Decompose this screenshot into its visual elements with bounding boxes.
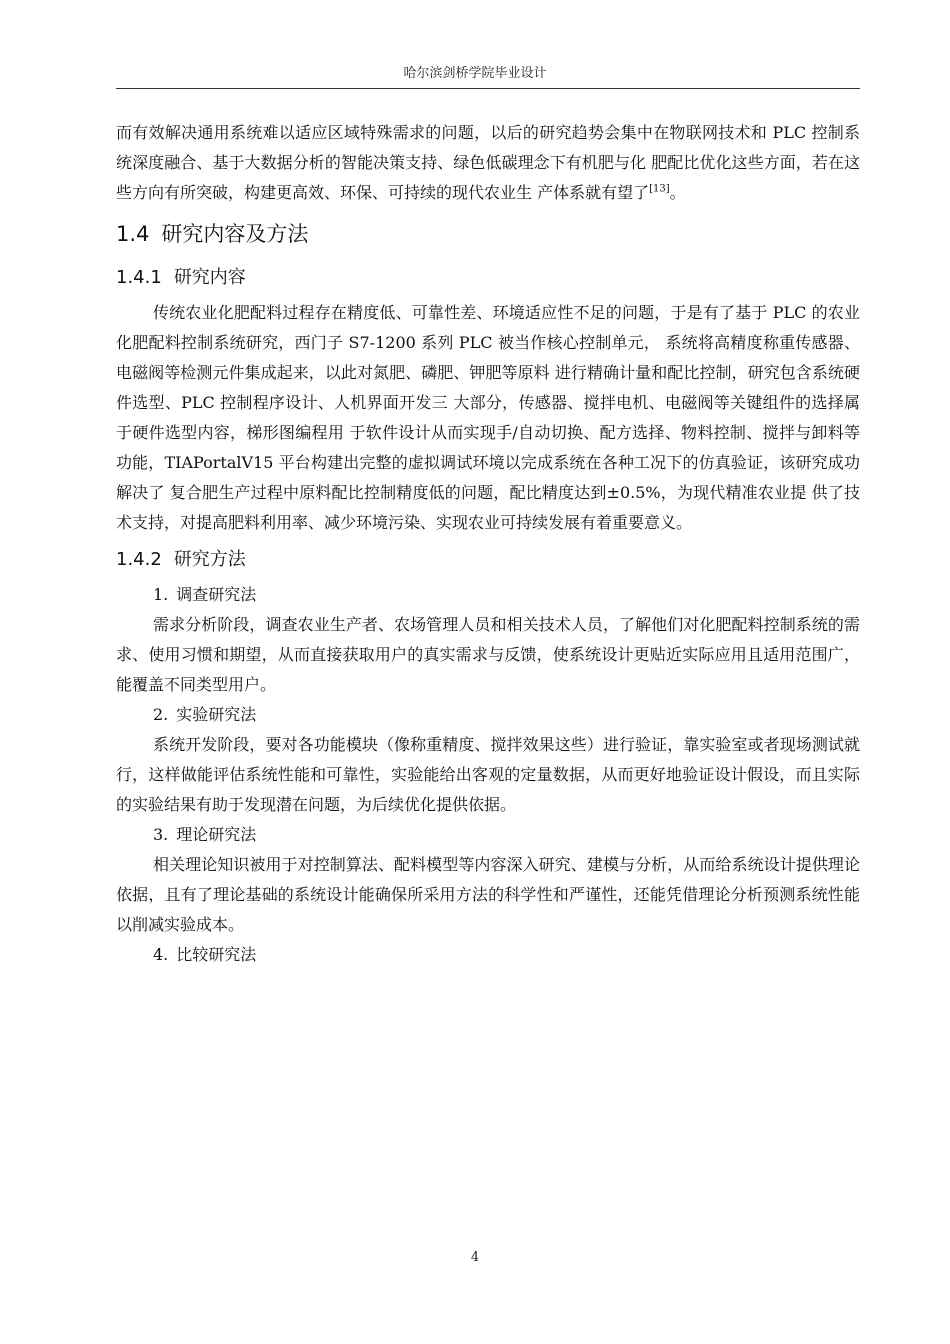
method-number: 4. xyxy=(153,945,169,964)
method-title: 理论研究法 xyxy=(176,825,257,844)
section-title: 研究方法 xyxy=(173,549,246,570)
method-heading-theory xyxy=(116,820,860,850)
section-heading-1-4-2 xyxy=(116,540,860,580)
header-title: 哈尔滨剑桥学院毕业设计 xyxy=(403,66,547,81)
section-number: 1.4 xyxy=(116,222,150,246)
method-title: 调查研究法 xyxy=(176,585,257,604)
method-heading-experiment xyxy=(116,700,860,730)
intro-paragraph xyxy=(116,118,860,208)
page-body xyxy=(116,118,860,970)
method-number: 3. xyxy=(153,825,169,844)
section-title: 研究内容及方法 xyxy=(161,222,309,246)
research-content-paragraph: 传统农业化肥配料过程存在精度低、可靠性差、环境适应性不足的问题，于是有了基于 PLC 的农业化肥配料控制系统研究，西门子 S7-1200 系列 PLC 被当作核心控制单元， 系统将高精度称重传感器、电磁阀等检测元件集成起来，以此对氮肥、磷肥、钾肥等原料 进行精确计量和配比控制，研究包含系统硬件选型、PLC 控制程序设计、人机界面开发三 大部分，传感器、搅拌电机、电磁阀等关键组件的选择属于硬件选型内容，梯形图编程用 于软件设计从而实现手/自动切换、配方选择、物料控制、搅拌与卸料等功能，TIAPortalV15 平台构建出完整的虚拟调试环境以完成系统在各种工况下的仿真验证，该研究成功解决了 复合肥生产过程中原料配比控制精度低的问题，配比精度达到±0.5%，为现代精准农业提 供了技术支持，对提高肥料利用率、减少环境污染、实现农业可持续发展有着重要意义。 xyxy=(116,303,860,532)
section-heading-1-4 xyxy=(116,212,860,256)
method-heading-comparison xyxy=(116,940,860,970)
header-divider xyxy=(116,88,860,89)
method-heading-survey xyxy=(116,580,860,610)
method-title: 实验研究法 xyxy=(176,705,257,724)
method-title: 比较研究法 xyxy=(176,945,257,964)
method-paragraph-theory: 相关理论知识被用于对控制算法、配料模型等内容深入研究、建模与分析，从而给系统设计提供理论依据，且有了理论基础的系统设计能确保所采用方法的科学性和严谨性，还能凭借理论分析预测系统性能以削减实验成本。 xyxy=(116,855,860,934)
section-heading-1-4-1 xyxy=(116,258,860,298)
page-number: 4 xyxy=(470,1250,480,1265)
section-number: 1.4.2 xyxy=(116,549,162,570)
method-paragraph-experiment: 系统开发阶段，要对各功能模块（像称重精度、搅拌效果这些）进行验证，靠实验室或者现场测试就行，这样做能评估系统性能和可靠性，实验能给出客观的定量数据，从而更好地验证设计假设，而且实际的实验结果有助于发现潜在问题，为后续优化提供依据。 xyxy=(116,735,860,814)
method-number: 2. xyxy=(153,705,169,724)
section-title: 研究内容 xyxy=(173,267,246,288)
intro-paragraph-end: 。 xyxy=(669,183,686,202)
intro-paragraph-text: 而有效解决通用系统难以适应区域特殊需求的问题，以后的研究趋势会集中在物联网技术和 PLC 控制系统深度融合、基于大数据分析的智能决策支持、绿色低碳理念下有机肥与化 肥配比优化这些方面，若在这些方向有所突破，构建更高效、环保、可持续的现代农业生 产体系就有望了 xyxy=(116,123,860,202)
method-paragraph-survey: 需求分析阶段，调查农业生产者、农场管理人员和相关技术人员，了解他们对化肥配料控制系统的需求、使用习惯和期望，从而直接获取用户的真实需求与反馈，使系统设计更贴近实际应用且适用范围广，能覆盖不同类型用户。 xyxy=(116,615,860,694)
method-number: 1. xyxy=(153,585,169,604)
section-number: 1.4.1 xyxy=(116,267,162,288)
citation-marker: [13] xyxy=(649,183,670,195)
